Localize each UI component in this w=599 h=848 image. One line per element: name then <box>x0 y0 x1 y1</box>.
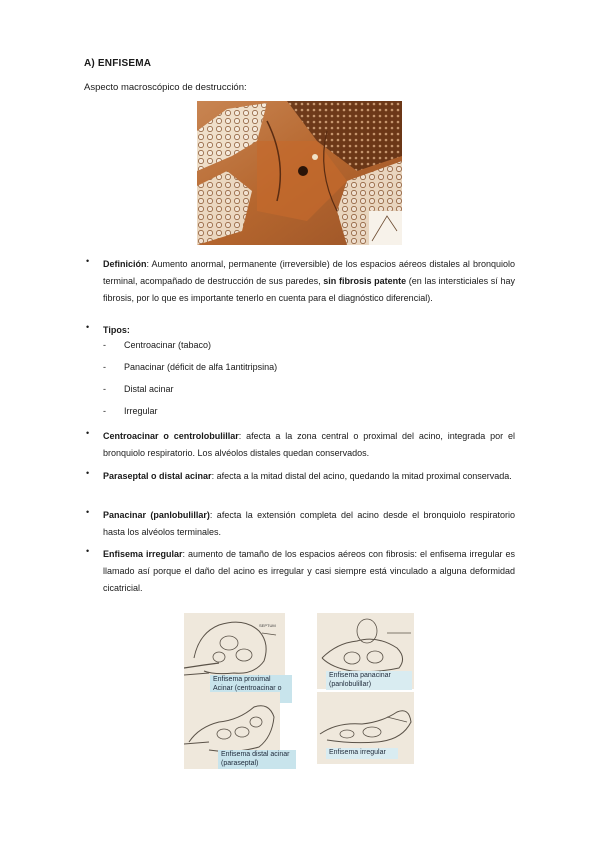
septum-label: SEPTUM <box>259 623 276 628</box>
caption-proximal: Enfisema proximal Acinar (centroacinar o <box>210 675 292 703</box>
lung-macroscopic-photo <box>197 101 402 245</box>
centroacinar-label: Centroacinar o centrolobulillar <box>103 431 239 441</box>
types-label: Tipos <box>103 325 127 335</box>
dash-marker: - <box>103 406 106 416</box>
section-subtitle: Aspecto macroscópico de destrucción: <box>84 82 247 93</box>
dash-marker: - <box>103 362 106 372</box>
caption-panacinar: Enfisema panacinar (panlobulillar) <box>326 671 412 690</box>
dash-marker: - <box>103 384 106 394</box>
definition-text: : Aumento anormal, permanente (irreversible) de los espacios aéreos distales al bronquiolo terminal, acompañado de destrucción de sus paredes, <box>103 259 515 286</box>
bullet-icon: • <box>86 428 90 438</box>
paraseptal-label: Paraseptal o distal acinar <box>103 471 212 481</box>
bullet-icon: • <box>86 546 90 556</box>
definition-paragraph <box>103 256 515 307</box>
types-heading <box>103 322 515 339</box>
panacinar-label: Panacinar (panlobulillar) <box>103 510 210 520</box>
bullet-icon: • <box>86 256 90 266</box>
paraseptal-paragraph <box>103 468 515 485</box>
paraseptal-text: : afecta a la mitad distal del acino, quedando la mitad proximal conservada. <box>211 471 512 481</box>
bullet-icon: • <box>86 507 90 517</box>
section-heading: A) ENFISEMA <box>84 58 152 69</box>
dash-marker: - <box>103 340 106 350</box>
definition-emphasis: sin fibrosis patente <box>323 276 407 286</box>
bullet-icon: • <box>86 468 90 478</box>
irregular-text: : aumento de tamaño de los espacios aéreos con fibrosis: el enfisema irregular es llamado así porque el daño del acino es irregular y casi siempre está vinculado a alguna deformidad cicatricial. <box>103 549 515 593</box>
definition-label: Definición <box>103 259 147 269</box>
types-colon: : <box>126 325 130 335</box>
definition-text-continued: (en las intersticiales sí hay fibrosis, por lo que es importante tenerlo en cuenta para el diagnóstico diferencial). <box>103 276 515 303</box>
irregular-paragraph <box>103 546 515 597</box>
type-item: Centroacinar (tabaco) <box>124 340 212 350</box>
panacinar-text: : afecta la extensión completa del acino desde el bronquiolo respiratorio hasta los alvéolos terminales. <box>103 510 515 537</box>
caption-irregular: Enfisema irregular <box>326 748 398 759</box>
centroacinar-text: : afecta a la zona central o proximal del acino, integrada por el bronquiolo respiratorio. Los alvéolos distales quedan conservados. <box>103 431 515 458</box>
bullet-icon: • <box>86 322 90 332</box>
centroacinar-paragraph <box>103 428 515 462</box>
type-item: Panacinar (déficit de alfa 1antitripsina) <box>124 362 278 372</box>
caption-distal-acinar: Enfisema distal acinar (paraseptal) <box>218 750 296 769</box>
irregular-label: Enfisema irregular <box>103 549 183 559</box>
panacinar-paragraph <box>103 507 515 541</box>
type-item: Irregular <box>124 406 158 416</box>
type-item: Distal acinar <box>124 384 174 394</box>
